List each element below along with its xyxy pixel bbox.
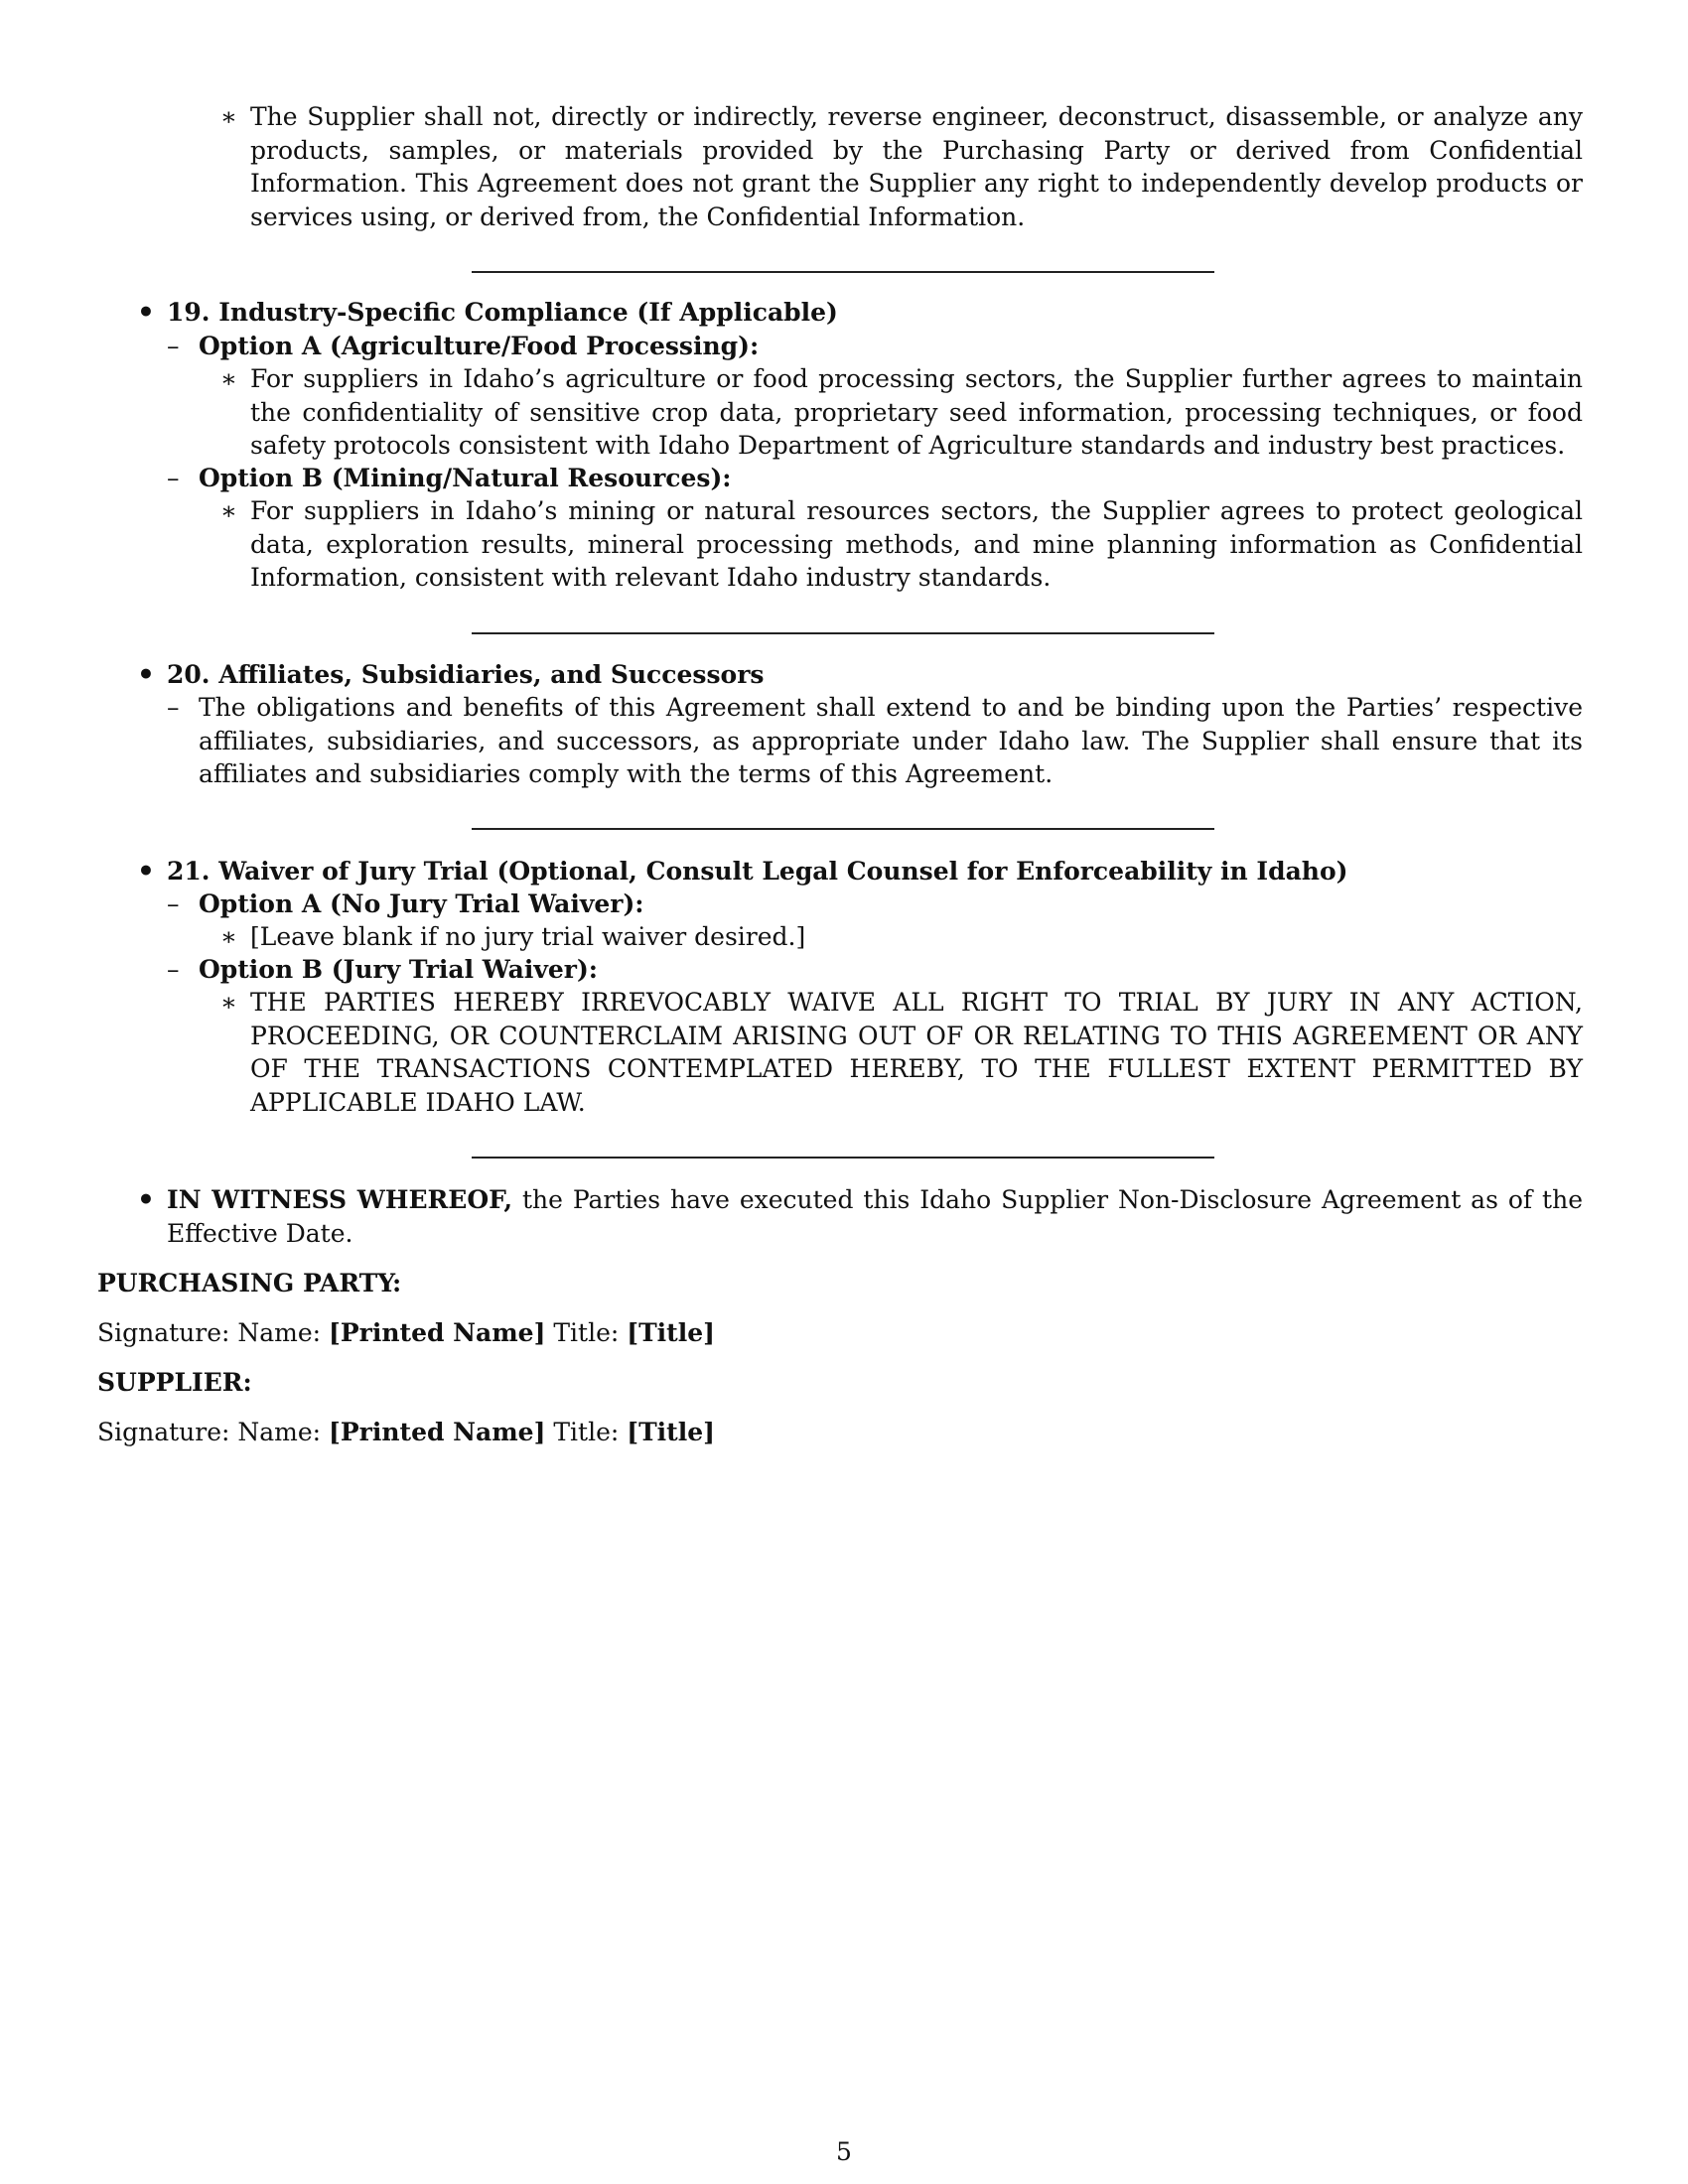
option-item	[167, 953, 1583, 987]
paragraph: [Leave blank if no jury trial waiver desired.]	[250, 922, 806, 951]
section-divider	[472, 1157, 1214, 1159]
dash-marker: –	[167, 693, 180, 722]
option-item	[167, 462, 1583, 495]
option-label: Option A (No Jury Trial Waiver):	[199, 889, 644, 918]
list-item	[167, 691, 1583, 791]
bullet-marker: •	[137, 658, 155, 691]
star-marker: ∗	[220, 988, 237, 1017]
option-item	[167, 887, 1583, 921]
paragraph: The obligations and benefits of this Agreement shall extend to and be binding upon the Parties’ respective affiliates, subsidiaries, and successors, as appropriate under Idaho law. The Supplier shall ensure that its affiliates and subsidiaries comply with the terms of this Agreement.	[199, 693, 1583, 788]
list-item	[220, 986, 1583, 1119]
signature-label: Signature: Name:	[97, 1418, 330, 1446]
list-item	[220, 100, 1583, 233]
option-label: Option B (Jury Trial Waiver):	[199, 955, 599, 984]
paragraph: For suppliers in Idaho’s mining or natural resources sectors, the Supplier agrees to protect geological data, exploration results, mineral processing methods, and mine planning information as Confidential Information, consistent with relevant Idaho industry standards.	[250, 496, 1583, 592]
star-marker: ∗	[220, 364, 237, 393]
option-item	[167, 330, 1583, 363]
signature-label: Signature: Name:	[97, 1318, 330, 1347]
dash-marker: –	[167, 464, 180, 492]
paragraph: THE PARTIES HEREBY IRREVOCABLY WAIVE ALL RIGHT TO TRIAL BY JURY IN ANY ACTION, PROCEEDING, OR COUNTERCLAIM ARISING OUT OF OR RELATING TO THIS AGREEMENT OR ANY OF THE TRANSACTIONS CONTEMPLATED HEREBY, TO THE FULLEST EXTENT PERMITTED BY APPLICABLE IDAHO LAW.	[250, 988, 1583, 1117]
witness-text: the Parties have executed this Idaho Supplier Non-Disclosure Agreement as of the Effective Date.	[167, 1185, 1583, 1248]
section-heading: 19. Industry-Specific Compliance (If Applicable)	[167, 298, 838, 327]
bullet-marker: •	[137, 296, 155, 329]
section-heading: 21. Waiver of Jury Trial (Optional, Consult Legal Counsel for Enforceability in Idaho)	[167, 857, 1348, 886]
section-divider	[472, 632, 1214, 634]
star-marker: ∗	[220, 102, 237, 131]
dash-marker: –	[167, 332, 180, 360]
bullet-marker: •	[137, 1183, 155, 1216]
title-label: Title:	[545, 1318, 628, 1347]
list-item	[220, 920, 1583, 954]
list-item	[220, 494, 1583, 595]
option-label: Option A (Agriculture/Food Processing):	[199, 332, 760, 360]
supplier-heading: SUPPLIER:	[97, 1368, 252, 1397]
section-heading: 20. Affiliates, Subsidiaries, and Successors	[167, 660, 765, 689]
paragraph: The Supplier shall not, directly or indirectly, reverse engineer, deconstruct, disassemble, or analyze any products, samples, or materials provided by the Purchasing Party or derived from Confidential Information. This Agreement does not grant the Supplier any right to independently develop products or services using, or derived from, the Confidential Information.	[250, 102, 1583, 231]
supplier-signature-line	[97, 1416, 1587, 1449]
witness-lead: IN WITNESS WHEREOF,	[167, 1185, 513, 1214]
title-placeholder: [Title]	[627, 1318, 715, 1347]
printed-name-placeholder: [Printed Name]	[329, 1318, 546, 1347]
title-placeholder: [Title]	[627, 1418, 715, 1446]
dash-marker: –	[167, 955, 180, 984]
section-divider	[472, 828, 1214, 830]
star-marker: ∗	[220, 922, 237, 951]
page-number: 5	[836, 2137, 852, 2166]
purchasing-party-signature-line	[97, 1316, 1587, 1350]
star-marker: ∗	[220, 496, 237, 525]
list-item	[220, 362, 1583, 463]
purchasing-party-heading: PURCHASING PARTY:	[97, 1269, 402, 1297]
option-label: Option B (Mining/Natural Resources):	[199, 464, 732, 492]
paragraph	[167, 1183, 1583, 1250]
printed-name-placeholder: [Printed Name]	[329, 1418, 546, 1446]
paragraph: For suppliers in Idaho’s agriculture or food processing sectors, the Supplier further agrees to maintain the confidentiality of sensitive crop data, proprietary seed information, processing techniques, or food safety protocols consistent with Idaho Department of Agriculture standards and industry best practices.	[250, 364, 1583, 460]
section-divider	[472, 271, 1214, 273]
bullet-marker: •	[137, 855, 155, 887]
dash-marker: –	[167, 889, 180, 918]
title-label: Title:	[545, 1418, 628, 1446]
